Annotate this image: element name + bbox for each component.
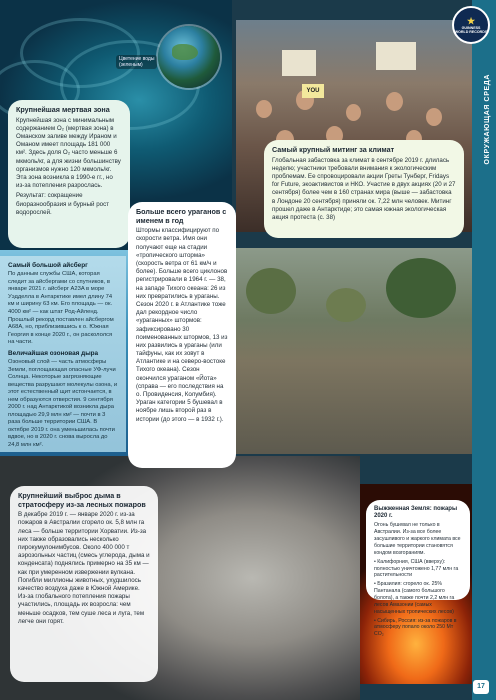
iceberg-text: По данным службы США, которая следит за айсбергами со спутников, в январе 2021 г. айсберг A23A в море Уэдделла в Антарктике имел длину 74 км и ширину 63 км. Его площадь — ок. 4000 км² — как штат Род-Айленд. Прошлый рекорд поставлен айсбергом A68A, но, приблизившись к о. Южная Георгия в конце 2020 г., он раскололся на части. [8,271,114,346]
ozone-text: Озоновый слой — часть атмосферы Земли, поглощающая опасные УФ-лучи Солнца. Некоторые загрязняющие вещества разрушают молекулы озона, и этот естественный щит истончается, в нем образуются отверстия. 9 сентября 2000 г. над Антарктикой возникла дыра площадью 29,9 млн км² — почти в 3 раза больше территории США. В октябре 2019 г. она уменьшилась почти вдвое, но в 2020 г. снова выросла до 24,8 млн км². [8,358,118,448]
fires-siberia: • Сибирь, Россия: из-за пожаров в атмосферу попало около 250 Мт CO₂ [374,617,457,638]
caption-line1: Цветение воды [119,56,155,62]
protest-sign [302,84,324,98]
smoke-title: Крупнейший выброс дыма в стратосферу из-за лесных пожаров [18,491,146,509]
earth-globe-icon [158,26,220,88]
caption-line2: (зеленым) [119,62,143,68]
dead-zone-text: Крупнейшая зона с минимальным содержанием O₂ (мертвая зона) в Оманском заливе между Ираном и Оманом имеет площадь 181 000 км². Здесь доля O₂ часто меньше 6 мкмоль/кг, а для жизни большинству организмов нужно 120 мкмоль/кг. Эта зона возникла в 1990-е гг., но из-за потепления разрослась. [16,116,121,190]
climate-title: Самый крупный митинг за климат [272,145,395,154]
ozone-title: Величайшая озоновая дыра [8,349,99,357]
iceberg-title: Самый большой айсберг [8,262,88,269]
smoke-record-card [10,486,158,682]
badge-line1: GUINNESS [461,25,481,30]
hurricane-card [128,202,236,468]
climate-strike-card [264,140,464,238]
iceberg-ozone-panel [0,256,126,452]
fires-title: Выжженная Земля: пожары 2020 г. [374,506,458,520]
dead-zone-result: Результат: сокращение биоразнообразия и бурный рост водорослей. [16,192,110,216]
dead-zone-title: Крупнейшая мертвая зона [16,105,110,114]
smoke-text: В декабре 2019 г. — январе 2020 г. из-за пожаров в Австралии сгорело ок. 5,8 млн га леса — больше территории Хорватии. Из-за них также образовались несколько пирокумулонимбусов. Около 400 000 т аэрозольных частиц (смесь углерода, дыма и конденсата) поднялись примерно на 35 км — как при умеренном извержении вулкана. Погибли миллионы животных, ухудшилось качество воздуха даже в Южной Америке. Из-за глобального потепления пожары участились, площадь их возросла: чем меньше осадков, тем суше леса и луга, тем легче они горят. [18,511,150,625]
page-number: 17 [473,680,489,694]
climate-text: Глобальная забастовка за климат в сентябре 2019 г. длилась неделю; участники требовали внимания к экологическим проблемам. Ее спровоцировали акции Греты Тунберг, Fridays for Future, экоактивистов и НКО. Участие в двух акциях (20 и 27 сентября) более чем в 160 странах мира (выше — забастовка в Лондоне 20 сентября) приняли ок. 7,22 млн человек. Митинг прошел даже в Антарктиде; это самая южная экологическая акция протеста (с. 38) [272,156,456,221]
photo-caption [116,55,157,69]
guinness-logo [452,6,490,44]
protest-sign-text: YOU [306,88,320,94]
fires-2020-card [366,500,470,638]
fires-intro: Огонь бушевал не только в Австралии. Из-за все более засушливого и жаркого климата все большие территории становятся кондом возгораниям. [374,522,461,556]
dead-zone-card [8,100,130,248]
fires-california: • Калифорния, США (вверху): полностью уничтожено 1,77 млн га растительности [374,558,459,579]
hurricane-aftermath-photo [236,248,472,454]
hurricane-text: Штормы классифицируют по скорости ветра. Имя они получают еще на стадии «тропического шторма» (скорость ветра от 61 км/ч и более). Больше всего циклонов регистрировали в 1964 г. — 38, на западе Тихого океана: 26 из них превратились в ураганы. Сезон 2020 г. в Атлантике тоже дал рекордное число «ураганных» штормов: зафиксировано 30 поименованных штормов, 13 из них развились в ураганы (или тайфуны, как их зовут в Атлантике и на северо-востоке Тихого океана). Сезон окончился ураганом «Йота» (справа — его последствия на о. Провиденсия, Колумбия). Ураган категории 5 бушевал в ноябре лишь второй раз в истории (до этого — в 1932 г.). [136,227,228,423]
section-label: ОКРУЖАЮЩАЯ СРЕДА [484,74,491,165]
hurricane-title: Больше всего ураганов с именем в год [136,207,227,225]
fires-brazil: • Бразилия: сгорело ок. 25% Пантанала (самого большого болота), а также почти 2,2 млн га лесов Амазонии (самых насыщенных тропических лесов) [374,581,455,615]
badge-line2: WORLD RECORDS [454,29,488,34]
star-icon: ★ [466,15,476,26]
